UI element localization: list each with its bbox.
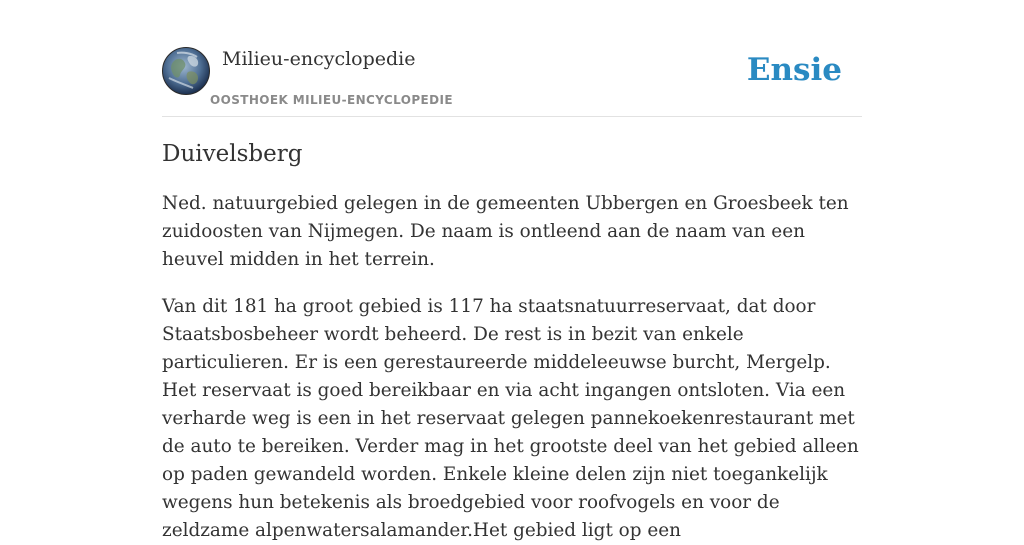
article [162, 136, 868, 545]
article-title: Duivelsberg [162, 141, 303, 167]
site-header [162, 46, 862, 117]
brand-logo[interactable]: Ensie [746, 52, 842, 88]
site-subtitle[interactable]: OOSTHOEK MILIEU-ENCYCLOPEDIE [210, 93, 453, 107]
globe-icon[interactable] [162, 47, 210, 95]
article-paragraph: Van dit 181 ha groot gebied is 117 ha staatsnatuurreservaat, dat door Staatsbosbeheer wordt beheerd. De rest is in bezit van enkele particulieren. Er is een gerestaureerde middeleeuwse burcht, Mergelp. Het reservaat is goed bereikbaar en via acht ingangen ontsloten. Via een verharde weg is een in het reservaat gelegen pannekoekenrestaurant met de auto te bereiken. Verder mag in het grootste deel van het gebied alleen op paden gewandeld worden. Enkele kleine delen zijn niet toegankelijk wegens hun betekenis als broedgebied voor roofvogels en voor de zeldzame alpenwatersalamander.Het gebied ligt op een [162, 296, 859, 541]
site-title[interactable]: Milieu-encyclopedie [222, 48, 416, 70]
article-paragraph: Ned. natuurgebied gelegen in de gemeenten Ubbergen en Groesbeek ten zuidoosten van Nijmegen. De naam is ontleend aan de naam van een heuvel midden in het terrein. [162, 193, 849, 270]
